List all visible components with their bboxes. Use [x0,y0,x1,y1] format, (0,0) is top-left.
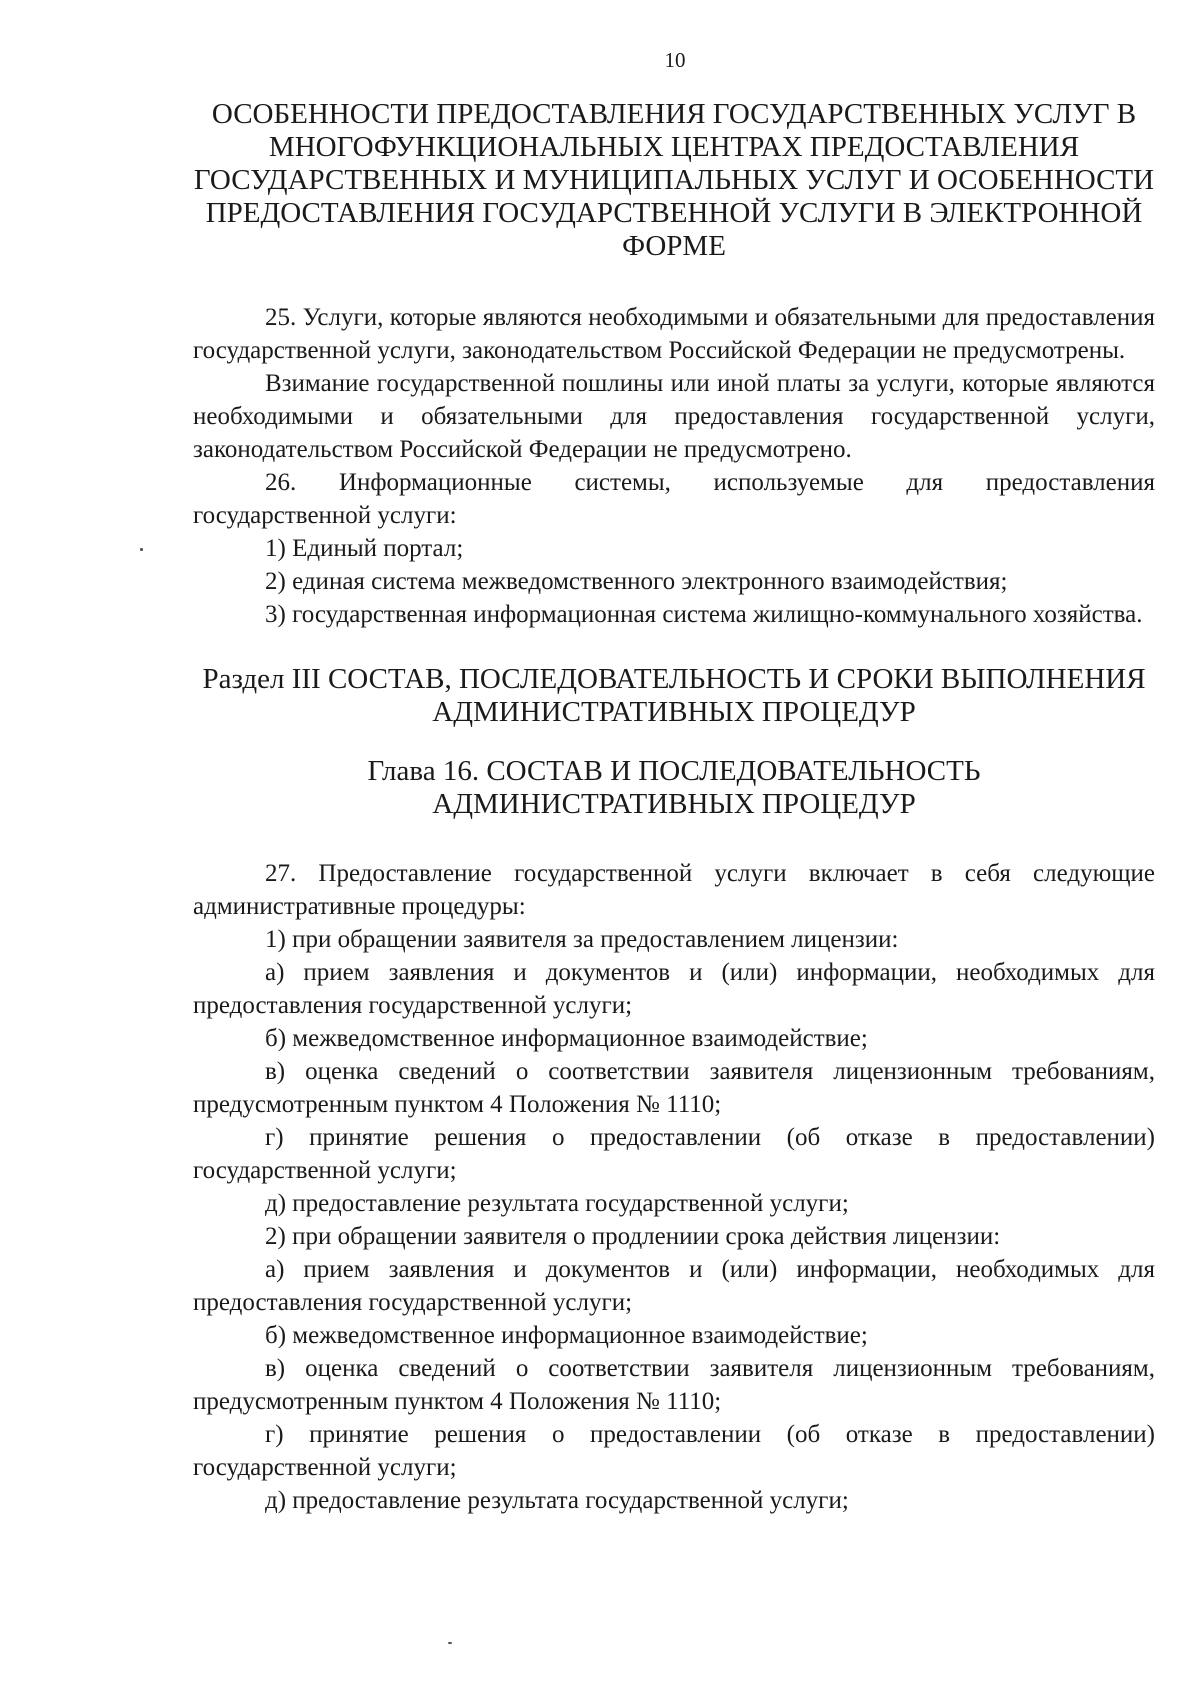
document-body [193,98,1155,1517]
section-heading-line: Раздел III СОСТАВ, ПОСЛЕДОВАТЕЛЬНОСТЬ И СРОКИ ВЫПОЛНЕНИЯ [202,663,1146,695]
section-heading-line: АДМИНИСТРАТИВНЫХ ПРОЦЕДУР [432,696,916,728]
list-item: д) предоставление результата государственной услуги; [265,1487,849,1514]
main-heading-line: МНОГОФУНКЦИОНАЛЬНЫХ ЦЕНТРАХ ПРЕДОСТАВЛЕНИЯ [268,131,1080,163]
main-heading [193,98,1155,263]
scan-speck [140,548,143,551]
list-item: 1) Единый портал; [265,535,464,562]
section-heading [193,663,1155,729]
chapter-heading-line: Глава 16. СОСТАВ И ПОСЛЕДОВАТЕЛЬНОСТЬ [367,755,981,787]
list-item: б) межведомственное информационное взаимодействие; [265,1322,868,1349]
main-heading-line: ГОСУДАРСТВЕННЫХ И МУНИЦИПАЛЬНЫХ УСЛУГ И ОСОБЕННОСТИ [193,164,1155,196]
chapter-heading [193,755,1155,821]
list-item: 3) государственная информационная система жилищно-коммунального хозяйства. [265,601,1143,628]
list-item: 2) при обращении заявителя о продлениии срока действия лицензии: [265,1223,1001,1250]
list-item: г) принятие решения о предоставлении (об отказе в предоставлении) государственной услуги; [193,1421,1155,1481]
paragraph-25: 25. Услуги, которые являются необходимыми и обязательными для предоставления государственной услуги, законодательством Российской Федерации не предусмотрены. [193,304,1155,364]
paragraph-27: 27. Предоставление государственной услуги включает в себя следующие административные процедуры: [193,860,1155,920]
paragraph-26: 26. Информационные системы, используемые для предоставления государственной услуги: [193,469,1155,529]
list-item: 2) единая система межведомственного электронного взаимодействия; [265,568,1008,595]
list-item: а) прием заявления и документов и (или) информации, необходимых для предоставления государственной услуги; [193,959,1155,1019]
list-item: а) прием заявления и документов и (или) информации, необходимых для предоставления государственной услуги; [193,1256,1155,1316]
chapter-heading-line: АДМИНИСТРАТИВНЫХ ПРОЦЕДУР [432,788,916,820]
list-item: в) оценка сведений о соответствии заявителя лицензионным требованиям, предусмотренным пунктом 4 Положения № 1110; [193,1058,1155,1118]
main-heading-line: ПРЕДОСТАВЛЕНИЯ ГОСУДАРСТВЕННОЙ УСЛУГИ В ЭЛЕКТРОННОЙ [205,197,1143,229]
main-heading-line: ФОРМЕ [622,230,726,262]
scan-speck [448,1642,452,1644]
list-item: в) оценка сведений о соответствии заявителя лицензионным требованиям, предусмотренным пунктом 4 Положения № 1110; [193,1355,1155,1415]
main-heading-line: ОСОБЕННОСТИ ПРЕДОСТАВЛЕНИЯ ГОСУДАРСТВЕННЫХ УСЛУГ В [211,98,1137,130]
list-item: г) принятие решения о предоставлении (об отказе в предоставлении) государственной услуги; [193,1124,1155,1184]
list-item: д) предоставление результата государственной услуги; [265,1190,849,1217]
list-item: 1) при обращении заявителя за предоставлением лицензии: [265,926,899,953]
list-item: б) межведомственное информационное взаимодействие; [265,1025,868,1052]
page-number: 10 [664,48,686,72]
paragraph-fee: Взимание государственной пошлины или иной платы за услуги, которые являются необходимыми и обязательными для предоставления государственной услуги, законодательством Российской Федерации не предусмотрено. [193,370,1155,463]
